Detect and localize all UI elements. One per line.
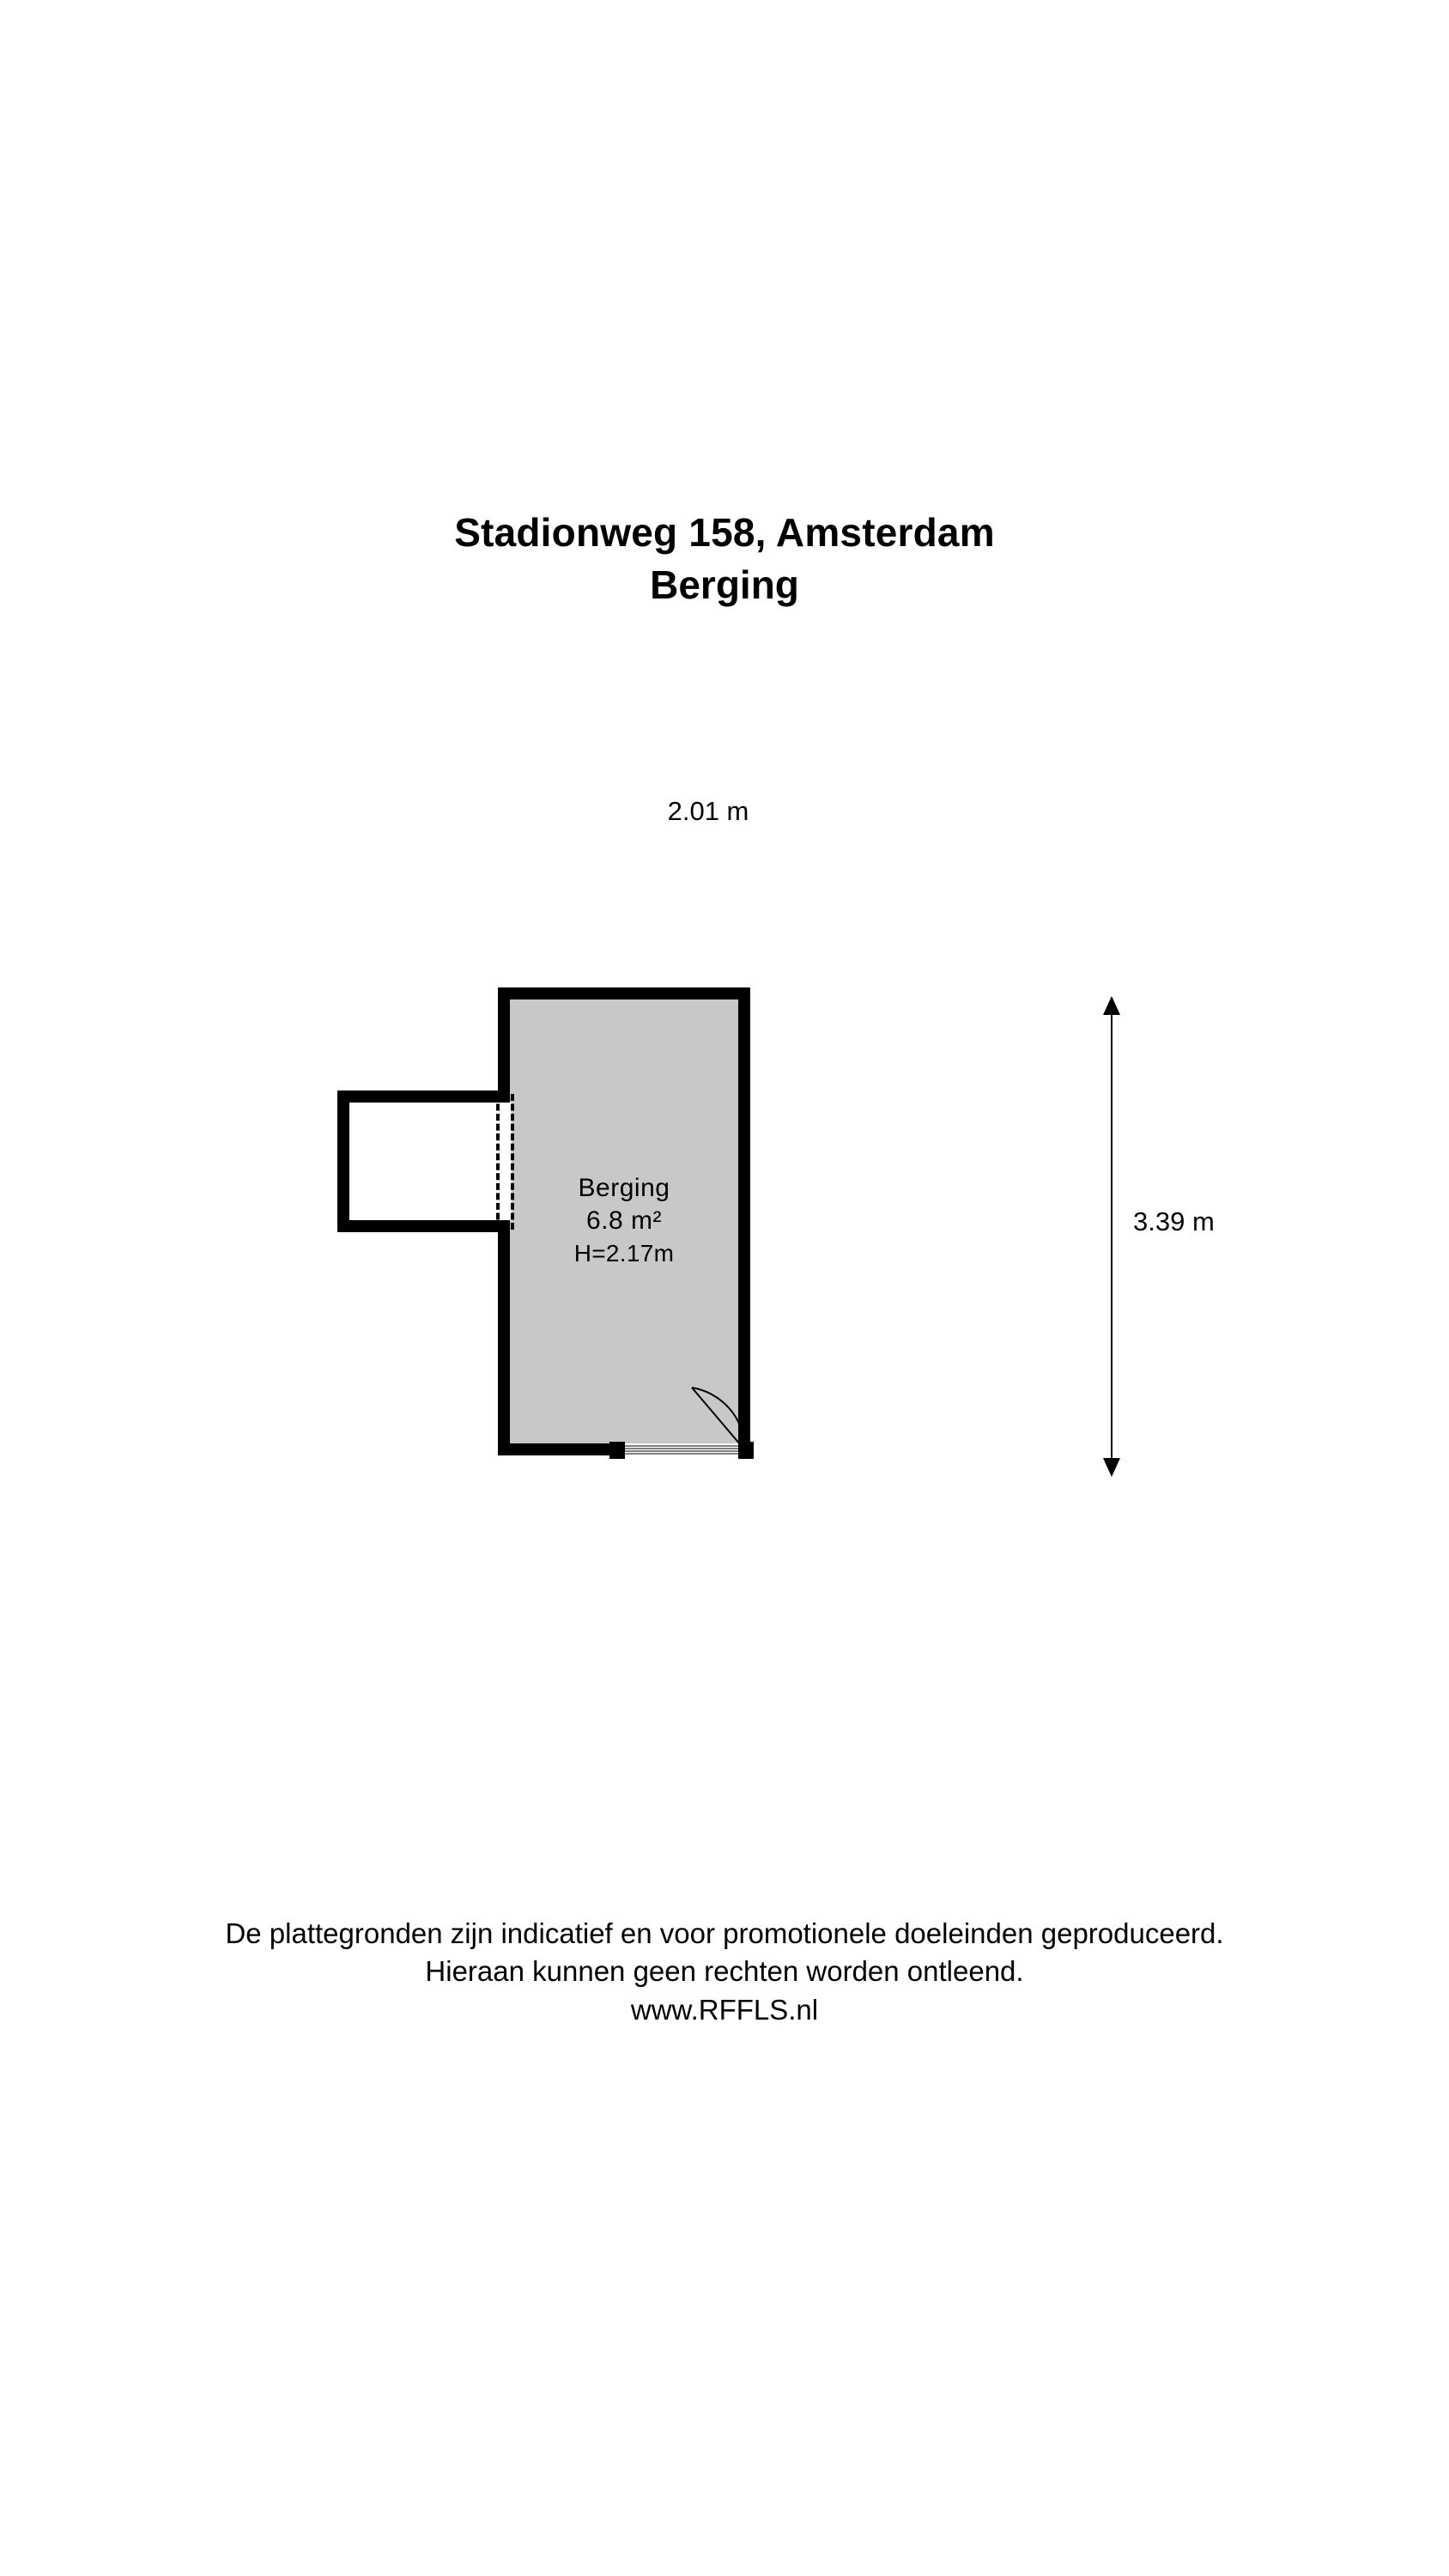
- floor-plan: [0, 738, 1449, 1786]
- room-name: Berging: [578, 1174, 670, 1202]
- dimension-depth-label: 3.39 m: [1133, 1206, 1215, 1236]
- disclaimer: [0, 1915, 1449, 2030]
- dimension-width-label: 2.01 m: [506, 793, 910, 829]
- disclaimer-line-2: Hieraan kunnen geen rechten worden ontleend.: [425, 1955, 1024, 1987]
- room-label: [498, 1172, 750, 1270]
- door-icon: [609, 1378, 755, 1464]
- plan-address: Stadionweg 158, Amsterdam: [454, 510, 995, 555]
- arrow-down-icon: [1103, 1458, 1120, 1477]
- arrow-up-icon: [1103, 996, 1120, 1015]
- dimension-depth: [1064, 996, 1262, 1477]
- room-ceiling-height: H=2.17m: [573, 1240, 675, 1267]
- website-url: www.RFFLS.nl: [630, 1994, 819, 2026]
- room-area: 6.8 m²: [585, 1206, 663, 1235]
- building-outline: [326, 987, 927, 1485]
- disclaimer-line-1: De plattegronden zijn indicatief en voor promotionele doeleinden geproduceerd.: [225, 1917, 1224, 1949]
- annex-recess: [337, 1091, 509, 1232]
- dimension-line-vertical: [1111, 1005, 1113, 1468]
- page-title: [0, 507, 1449, 611]
- dimension-width: [506, 781, 910, 833]
- plan-subtitle: Berging: [650, 562, 799, 607]
